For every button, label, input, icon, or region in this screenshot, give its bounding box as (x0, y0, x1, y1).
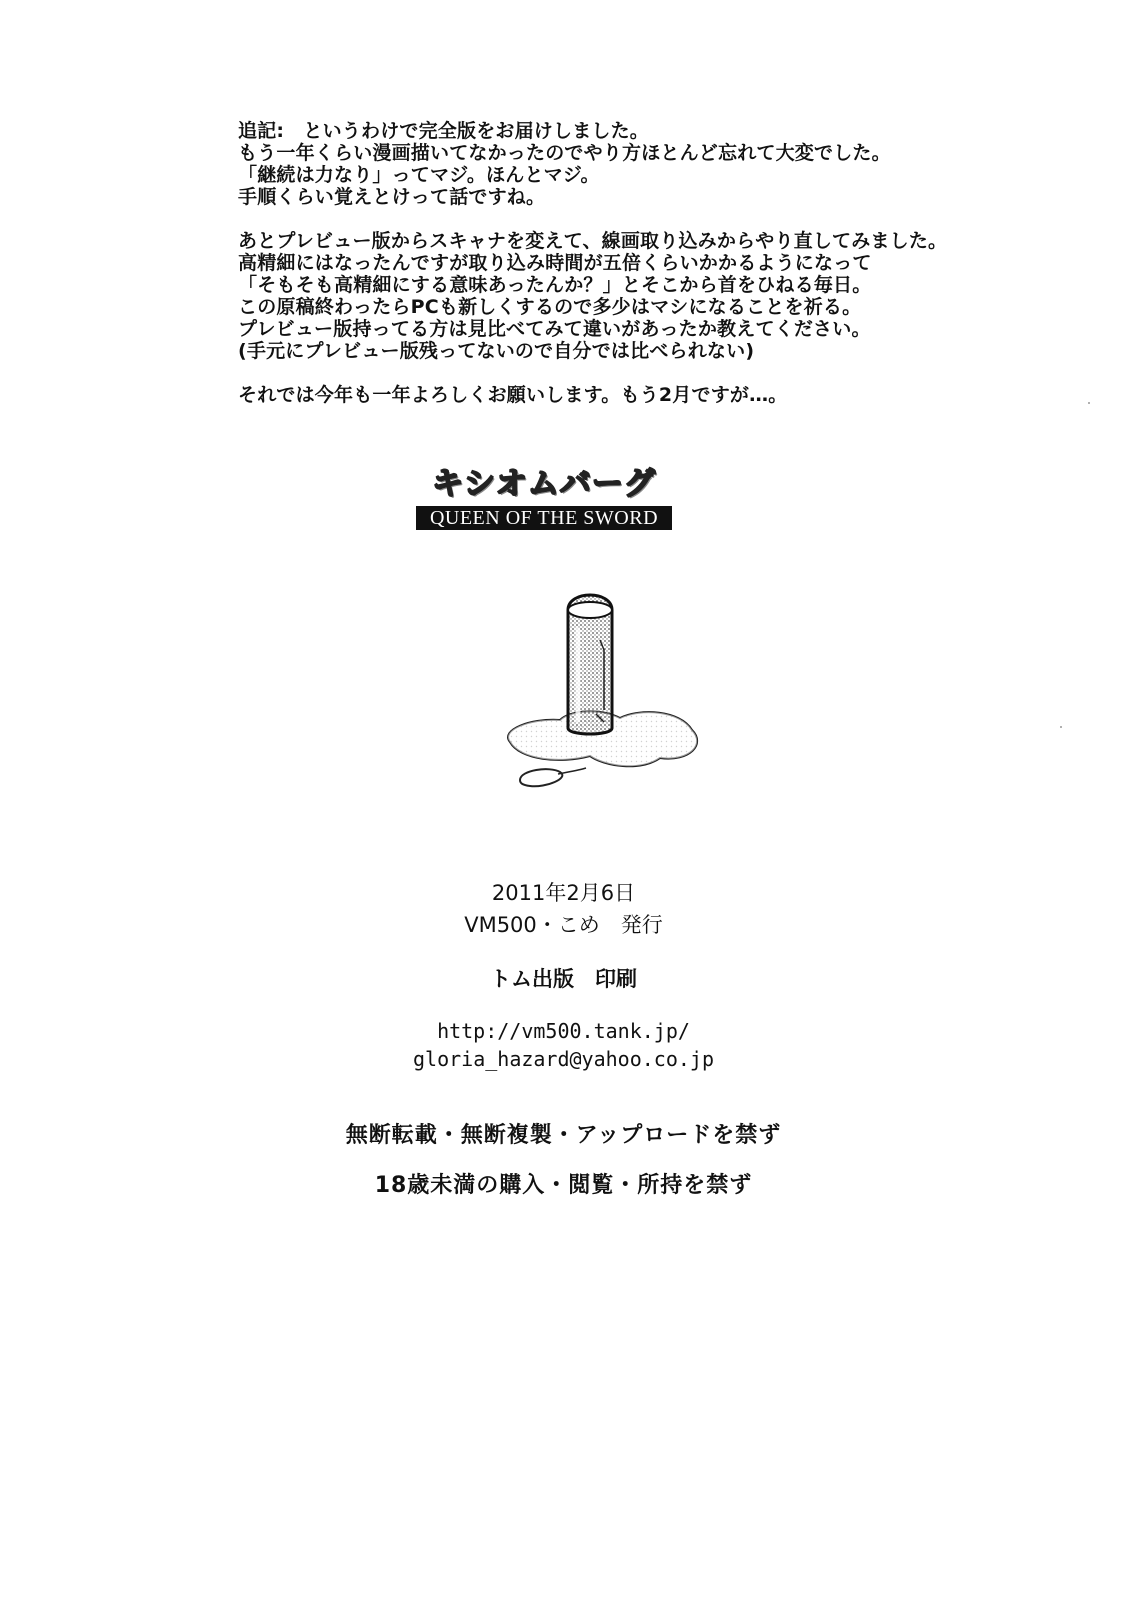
afterword-line: 「継続は力なり」ってマジ。ほんとマジ。 (238, 164, 600, 186)
afterword-paragraph-3 (238, 384, 998, 406)
logo-subtitle: QUEEN OF THE SWORD (416, 506, 672, 530)
issue-date: 2011年2月6日 (491, 881, 636, 905)
publisher: VM500・こめ 発行 (464, 913, 663, 937)
afterword-line: もう一年くらい漫画描いてなかったのでやり方ほとんど忘れて大変でした。 (238, 142, 891, 164)
droplet-shape (520, 769, 562, 786)
afterword-line: 追記: というわけで完全版をお届けしました。 (238, 120, 649, 142)
afterword-line: 「そもそも高精細にする意味あったんか？」とそこから首をひねる毎日。 (238, 274, 872, 296)
bottle-puddle-illustration (500, 580, 710, 800)
age-notice: 18歳未満の購入・閲覧・所持を禁ず (374, 1173, 753, 1198)
afterword-line: それでは今年も一年よろしくお願いします。もう2月ですが…。 (238, 384, 788, 406)
contact-email: gloria_hazard@yahoo.co.jp (412, 1047, 715, 1071)
website-url: http://vm500.tank.jp/ (437, 1019, 690, 1043)
afterword-line: あとプレビュー版からスキャナを変えて、線画取り込みからやり直してみました。 (238, 230, 948, 252)
afterword (238, 120, 998, 428)
afterword-line: (手元にプレビュー版残ってないので自分では比べられない) (238, 340, 755, 362)
copy-notice: 無断転載・無断複製・アップロードを禁ず (345, 1123, 782, 1148)
afterword-line: この原稿終わったらPCも新しくするので多少はマシになることを祈る。 (238, 296, 862, 318)
afterword-paragraph-2 (238, 230, 998, 362)
scan-speck (1060, 726, 1062, 728)
afterword-paragraph-1 (238, 120, 998, 208)
logo-title: キシオムバーグ (416, 466, 672, 502)
afterword-line: 高精細にはなったんですが取り込み時間が五倍くらいかかるようになって (238, 252, 872, 274)
afterword-line: プレビュー版持ってる方は見比べてみて違いがあったか教えてください。 (238, 318, 871, 340)
scan-speck (1088, 402, 1090, 404)
afterword-line: 手順くらい覚えとけって話ですね。 (238, 186, 546, 208)
circle-logo (416, 466, 672, 530)
printer: トム出版 印刷 (490, 967, 637, 991)
